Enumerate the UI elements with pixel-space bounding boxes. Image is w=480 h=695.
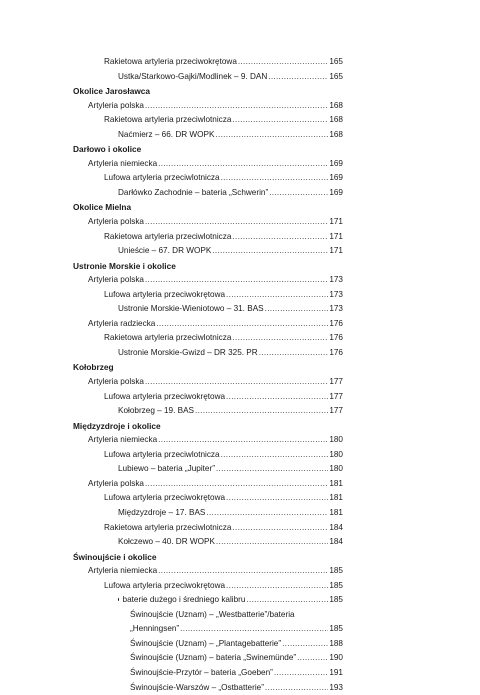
toc-section-heading [0, 419, 480, 434]
toc-section-heading [0, 84, 480, 99]
entry-title: Artyleria niemiecka [88, 566, 158, 576]
entry-title: Lufowa artyleria przeciwokrętowa [104, 493, 226, 503]
page-number: 165 [329, 71, 343, 81]
table-of-contents [0, 55, 480, 695]
toc-entry [0, 535, 480, 550]
page-number: 176 [329, 333, 343, 343]
toc-entry [0, 564, 480, 579]
page-number: 173 [329, 275, 343, 285]
section-title: Ustronie Morskie i okolice [73, 260, 176, 271]
toc-entry [0, 128, 480, 143]
entry-title: Rakietowa artyleria przeciwlotnicza [104, 333, 232, 343]
dot-leader [158, 564, 328, 579]
dot-leader [269, 186, 328, 201]
dot-leader [216, 462, 328, 477]
toc-entry [0, 637, 480, 652]
section-title: Świnoujście i okolice [73, 551, 157, 562]
dot-leader [216, 535, 328, 550]
toc-entry [0, 70, 480, 85]
dot-leader [158, 433, 328, 448]
entry-title: Artyleria polska [88, 217, 144, 227]
page-number: 180 [329, 435, 343, 445]
toc-entry [0, 55, 480, 70]
page-number: 185 [329, 566, 343, 576]
dot-leader [212, 244, 328, 259]
dot-leader [297, 651, 328, 666]
toc-section-heading [0, 550, 480, 565]
toc-section-heading [0, 142, 480, 157]
entry-title: Ustronie Morskie-Gwizd – DR 325. PR [118, 347, 258, 357]
dot-leader [221, 171, 328, 186]
page-number: 185 [329, 624, 343, 634]
dot-leader [232, 230, 328, 245]
toc-entry [0, 113, 480, 128]
entry-title: Artyleria niemiecka [88, 435, 158, 445]
page-number: 181 [329, 493, 343, 503]
entry-title: Unieście – 67. DR WOPK [118, 246, 212, 256]
page-number: 169 [329, 158, 343, 168]
page-number: 171 [329, 246, 343, 256]
page-number: 177 [329, 391, 343, 401]
dot-leader [145, 273, 328, 288]
toc-entry [0, 171, 480, 186]
page-number: 185 [329, 595, 343, 605]
toc-entry [0, 317, 480, 332]
page-number: 191 [329, 667, 343, 677]
entry-title: Lufowa artyleria przeciwokrętowa [104, 580, 226, 590]
dot-leader [226, 390, 328, 405]
entry-title: Ustka/Starkowo-Gajki/Modlinek – 9. DAN [118, 71, 268, 81]
dot-leader [232, 521, 328, 536]
bullet-icon [118, 598, 119, 601]
entry-title: Kołczewo – 40. DR WOPK [118, 537, 215, 547]
entry-title: Artyleria radziecka [88, 318, 156, 328]
entry-title: Rakietowa artyleria przeciwlotnicza [104, 115, 232, 125]
toc-entry [0, 288, 480, 303]
page-number: 171 [329, 231, 343, 241]
toc-entry [0, 608, 480, 623]
toc-entry [0, 186, 480, 201]
entry-title: Rakietowa artyleria przeciwlotnicza [104, 231, 232, 241]
entry-title: Artyleria niemiecka [88, 158, 158, 168]
dot-leader [274, 666, 328, 681]
toc-entry [0, 433, 480, 448]
toc-entry [0, 99, 480, 114]
page-number: 165 [329, 57, 343, 66]
entry-title: Lufowa artyleria przeciwokrętowa [104, 391, 226, 401]
entry-title: Lufowa artyleria przeciwlotnicza [104, 173, 220, 183]
page-number: 177 [329, 406, 343, 416]
dot-leader [180, 622, 328, 637]
toc-section-heading [0, 360, 480, 375]
toc-entry [0, 375, 480, 390]
entry-title: Świnoujście (Uznam) – „Westbatterie”/bateria [130, 609, 295, 619]
page-number: 168 [329, 100, 343, 110]
section-title: Okolice Jarosławca [73, 86, 151, 97]
toc-entry [0, 273, 480, 288]
page-number: 168 [329, 129, 343, 139]
dot-leader [232, 113, 328, 128]
entry-title: Artyleria polska [88, 377, 144, 387]
dot-leader [226, 491, 328, 506]
dot-leader [226, 579, 328, 594]
page-number: 177 [329, 377, 343, 387]
dot-leader [221, 448, 328, 463]
entry-title: Międzyzdroje – 17. BAS [118, 507, 206, 517]
toc-entry [0, 521, 480, 536]
dot-leader [259, 346, 328, 361]
entry-title: Kołobrzeg – 19. BAS [118, 406, 195, 416]
page-number: 180 [329, 449, 343, 459]
toc-entry [0, 331, 480, 346]
page-number: 173 [329, 304, 343, 314]
toc-entry [0, 302, 480, 317]
toc-entry [0, 157, 480, 172]
dot-leader [145, 99, 328, 114]
dot-leader [206, 506, 328, 521]
page-number: 176 [329, 318, 343, 328]
dot-leader [232, 331, 328, 346]
page-number: 181 [329, 507, 343, 517]
dot-leader [246, 593, 328, 608]
entry-title: Rakietowa artyleria przeciwlotnicza [104, 522, 232, 532]
page-number: 188 [329, 638, 343, 648]
entry-title: Lufowa artyleria przeciwokrętowa [104, 289, 226, 299]
entry-title: Świnoujście-Przytór – bateria „Goeben” [130, 667, 273, 677]
toc-entry [0, 404, 480, 419]
entry-title: Darłówko Zachodnie – bateria „Schwerin” [118, 187, 269, 197]
section-title: Darłowo i okolice [73, 144, 142, 155]
dot-leader [145, 477, 328, 492]
page-number: 173 [329, 289, 343, 299]
page-number: 169 [329, 187, 343, 197]
toc-entry [0, 215, 480, 230]
page-number: 176 [329, 347, 343, 357]
toc-entry [0, 579, 480, 594]
dot-leader [145, 215, 328, 230]
toc-section-heading [0, 200, 480, 215]
dot-leader [265, 302, 328, 317]
section-title: Międzyzdroje i okolice [73, 420, 161, 431]
toc-entry [0, 390, 480, 405]
toc-entry [0, 622, 480, 637]
entry-title: Artyleria polska [88, 100, 144, 110]
toc-entry [0, 244, 480, 259]
entry-title: Świnoujście (Uznam) – bateria „Swinemünde” [130, 653, 297, 663]
dot-leader [268, 70, 328, 85]
section-title: Okolice Mielna [73, 202, 132, 213]
toc-entry [0, 506, 480, 521]
entry-title: baterie dużego i średniego kalibru [122, 595, 246, 605]
dot-leader [156, 317, 328, 332]
dot-leader [238, 55, 328, 70]
dot-leader [226, 288, 328, 303]
page-number: 169 [329, 173, 343, 183]
toc-entry [0, 651, 480, 666]
entry-title: „Henningsen” [130, 624, 180, 634]
entry-title: Świnoujście (Uznam) – „Plantagebatterie” [130, 638, 282, 648]
toc-entry [0, 477, 480, 492]
dot-leader [158, 157, 328, 172]
dot-leader [195, 404, 328, 419]
dot-leader [145, 375, 328, 390]
entry-title: Artyleria polska [88, 478, 144, 488]
page-number: 180 [329, 464, 343, 474]
page-number: 184 [329, 537, 343, 547]
page-number: 185 [329, 580, 343, 590]
entry-title: Lubiewo – bateria „Jupiter” [118, 464, 215, 474]
page-number: 181 [329, 478, 343, 488]
toc-entry [0, 346, 480, 361]
page-number: 190 [329, 653, 343, 663]
toc-entry [0, 491, 480, 506]
toc-entry [0, 230, 480, 245]
dot-leader [215, 128, 328, 143]
toc-entry [0, 462, 480, 477]
page-number: 184 [329, 522, 343, 532]
page-number: 193 [329, 682, 343, 692]
toc-entry [0, 593, 480, 608]
entry-title: Świnoujście-Warszów – „Ostbatterie” [130, 682, 264, 692]
page-number: 168 [329, 115, 343, 125]
dot-leader [282, 637, 328, 652]
entry-title: Lufowa artyleria przeciwlotnicza [104, 449, 220, 459]
entry-title: Naćmierz – 66. DR WOPK [118, 129, 215, 139]
entry-title: Artyleria polska [88, 275, 144, 285]
toc-section-heading [0, 259, 480, 274]
entry-title: Ustronie Morskie-Wieniotowo – 31. BAS [118, 304, 264, 314]
page-number: 171 [329, 217, 343, 227]
toc-entry [0, 448, 480, 463]
entry-title: Rakietowa artyleria przeciwokrętowa [104, 57, 237, 66]
section-title: Kołobrzeg [73, 362, 114, 373]
toc-entry [0, 666, 480, 681]
